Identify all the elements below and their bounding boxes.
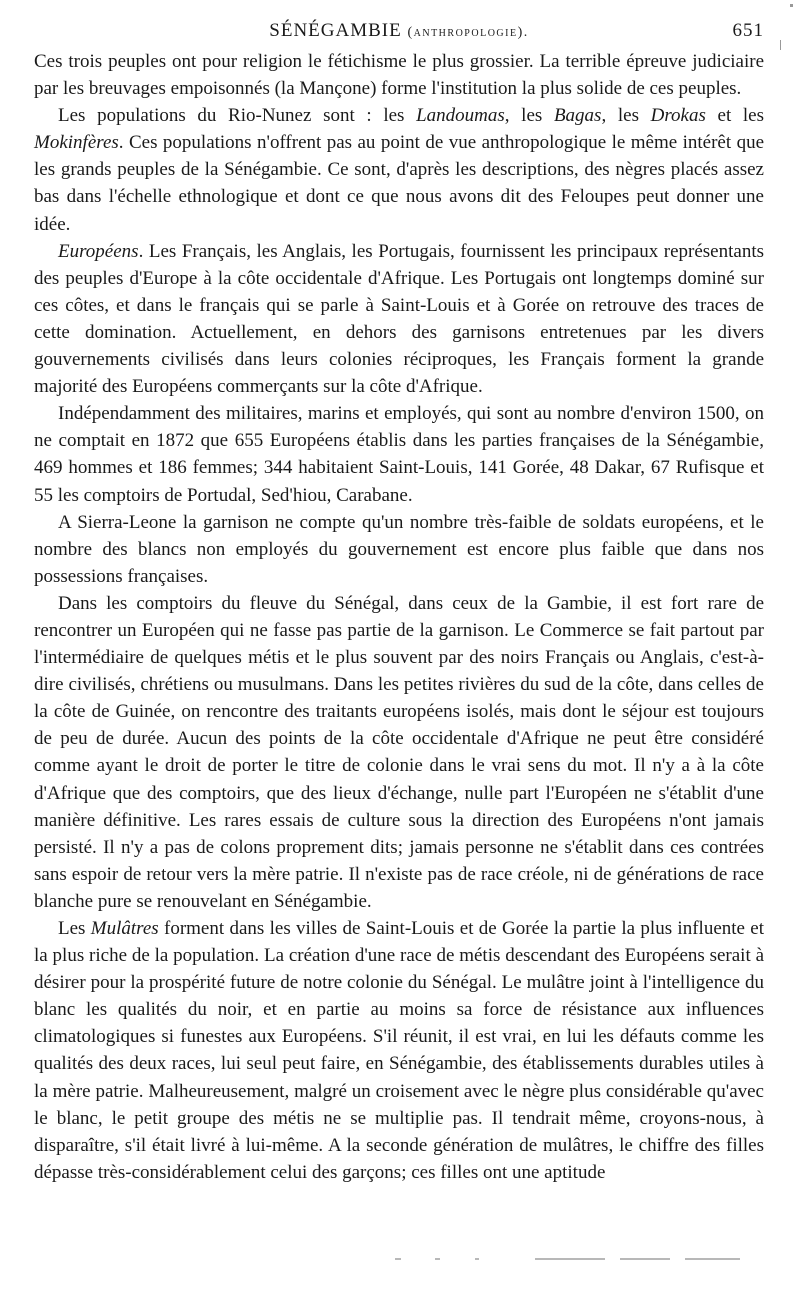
text-run: . Les Français, les Anglais, les Portugais, fournissent les principaux représentants des peuples d'Europe à la côte occidentale d'Afrique. Les Portugais ont longtemps dominé sur ces côtes, et dans le français qui se parle à Saint-Louis et à Gorée on retrouve des traces de cette domination. Actuellement, en dehors des garnisons entretenues par les divers gouvernements civilisés dans leurs colonies réciproques, les Français forment la grande majorité des Européens commerçants sur la côte d'Afrique. (34, 240, 764, 398)
text-run: et les (705, 105, 764, 127)
paragraph (34, 915, 764, 1186)
text-run: Les populations du Rio-Nunez sont : les (58, 105, 417, 127)
paragraph (34, 400, 764, 508)
running-head-title-main: SÉNÉGAMBIE (269, 20, 402, 41)
paragraph (34, 48, 764, 102)
edge-mark (780, 40, 781, 50)
page-number: 651 (732, 20, 764, 41)
text-run: A Sierra-Leone la garnison ne compte qu'un nombre très-faible de soldats européens, et le nombre des blancs non employés du gouvernement est encore plus faible que dans nos possessions françaises. (34, 511, 764, 587)
italic-term: Européens (58, 240, 139, 262)
text-run: Ces trois peuples ont pour religion le fétichisme le plus grossier. La terrible épreuve judiciaire par les breuvages empoisonnés (la Mançone) forme l'institution la plus solide de ces peuples. (34, 51, 764, 100)
italic-term: Bagas (553, 105, 602, 127)
italic-term: Mokinfères (34, 132, 119, 154)
paragraph (34, 238, 764, 401)
text-run: , les (601, 105, 651, 127)
bottom-scan-marks (395, 1258, 755, 1264)
running-head (34, 18, 764, 48)
italic-term: Landoumas (416, 105, 505, 127)
edge-mark (790, 4, 793, 7)
text-run: Les (58, 918, 91, 939)
paragraph (34, 509, 764, 590)
paragraph (34, 590, 764, 915)
text-run: . Ces populations n'offrent pas au point de vue anthropologique le même intérêt que les grands peuples de la Sénégambie. Ce sont, d'après les descriptions, des nègres placés assez bas dans l'échelle ethnologique et dont ce que nous avons dit des Feloupes peut donner une idée. (34, 132, 764, 235)
body-text (34, 48, 764, 1186)
paragraph (34, 102, 764, 237)
running-head-title (34, 20, 764, 42)
italic-term: Mulâtres (90, 918, 159, 939)
text-run: , les (504, 105, 554, 127)
book-page (34, 18, 764, 1186)
text-run: Indépendamment des militaires, marins et employés, qui sont au nombre d'environ 1500, on ne comptait en 1872 que 655 Européens établis dans les parties françaises de la Sénégambie, 469 hommes et 186 femmes; 344 habitaient Saint-Louis, 141 Gorée, 48 Dakar, 67 Rufisque et 55 les comptoirs de Portudal, Sed'hiou, Carabane. (34, 403, 764, 506)
text-run: forment dans les villes de Saint-Louis et de Gorée la partie la plus influente et la plus riche de la population. La création d'une race de métis descendant des Européens serait à désirer pour la prospérité future de notre colonie du Sénégal. Le mulâtre joint à l'intelligence du blanc les qualités du noir, et en partie au moins sa force de résistance aux influences climatologiques si funestes aux Européens. S'il réunit, il est vrai, en lui les défauts comme les qualités des deux races, lui seul peut faire, en Sénégambie, des établissements durables utiles à la mère patrie. Malheureusement, malgré un croisement avec le nègre plus considérable qu'avec le blanc, le petit groupe des métis ne se multiplie pas. Il tendrait même, croyons-nous, à disparaître, s'il était livré à lui-même. A la seconde génération de mulâtres, le chiffre des filles dépasse très-considérablement celui des garçons; ces filles ont une aptitude (34, 918, 764, 1183)
text-run: Dans les comptoirs du fleuve du Sénégal, dans ceux de la Gambie, il est fort rare de rencontrer un Européen qui ne fasse pas partie de la garnison. Le Commerce se fait partout par l'intermédiaire de quelques métis et le plus souvent par des noirs Français ou Anglais, c'est-à-dire civilisés, chrétiens ou musulmans. Dans les petites rivières du sud de la côte, dans celles de la côte de Guinée, on rencontre des traitants européens isolés, mais dont le séjour est toujours de peu de durée. Aucun des points de la côte occidentale d'Afrique ne peut être considéré comme ayant le droit de porter le titre de colonie dans le vrai sens du mot. Il n'y a à la côte d'Afrique que des comptoirs, que des lieux d'échange, nulle part l'Européen ne s'établit d'une manière définitive. Les rares essais de culture sous la direction des Européens n'ont jamais persisté. Il n'y a pas de colons proprement dits; jamais personne ne s'établit dans ces contrées sans espoir de retour vers la mère patrie. Il n'existe pas de race créole, ni de générations de race blanche pure se renouvelant en Sénégambie. (34, 592, 764, 912)
italic-term: Drokas (650, 105, 706, 127)
running-head-title-sub: (anthropologie). (407, 25, 529, 40)
